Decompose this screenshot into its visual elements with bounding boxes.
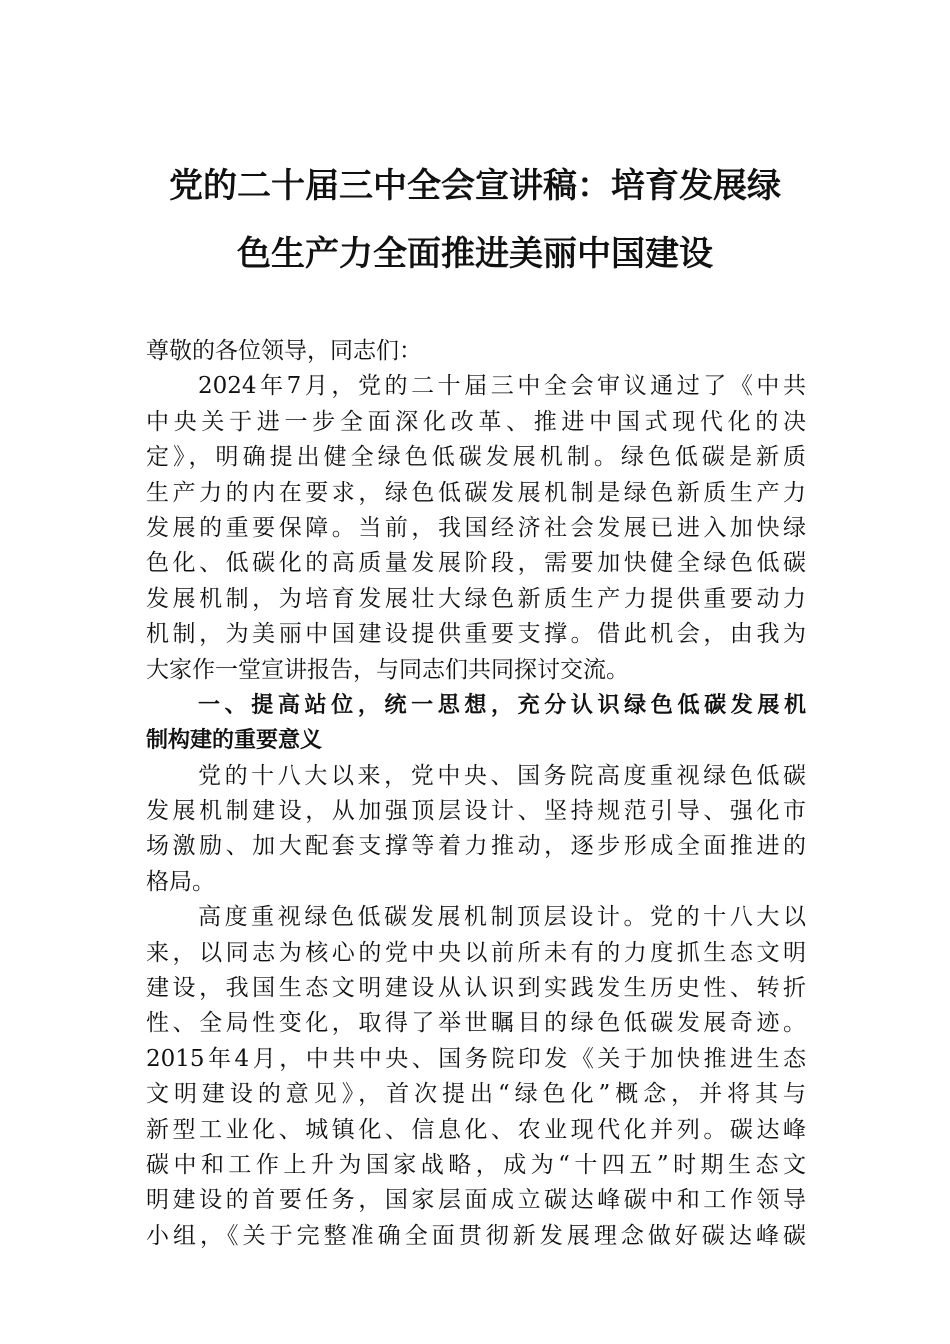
text-line: 建设，我国生态文明建设从认识到实践发生历史性、转折: [146, 975, 806, 1002]
paragraph-top-level-design: [146, 900, 806, 1254]
text-line: 发展机制建设，从加强顶层设计、坚持规范引导、强化市: [146, 798, 806, 825]
paragraph-overview: [146, 759, 806, 901]
text-line: 发展的重要保障。当前，我国经济社会发展已进入加快绿: [146, 514, 806, 541]
text-line: 大家作一堂宣讲报告，与同志们共同探讨交流。: [146, 656, 629, 683]
title-line-1: 党的二十届三中全会宣讲稿：培育发展绿: [169, 166, 781, 206]
paragraph-intro: [146, 369, 806, 688]
text-line: 碳中和工作上升为国家战略，成为“十四五”时期生态文: [146, 1151, 806, 1178]
text-line: 机制，为美丽中国建设提供重要支撑。借此机会，由我为: [146, 621, 806, 648]
text-line: 生产力的内在要求，绿色低碳发展机制是绿色新质生产力: [146, 479, 806, 506]
text-line: 格局。: [146, 868, 215, 895]
text-line: 来，以同志为核心的党中央以前所未有的力度抓生态文明: [146, 939, 806, 966]
text-line: 党的十八大以来，党中央、国务院高度重视绿色低碳: [198, 762, 806, 789]
text-line: 中央关于进一步全面深化改革、推进中国式现代化的决: [146, 408, 806, 435]
text-line: 小组，《关于完整准确全面贯彻新发展理念做好碳达峰碳: [146, 1222, 806, 1249]
section-heading-1: [146, 688, 806, 759]
text-line: 色化、低碳化的高质量发展阶段，需要加快健全绿色低碳: [146, 550, 806, 577]
text-line: 定》，明确提出健全绿色低碳发展机制。绿色低碳是新质: [146, 444, 806, 471]
title-line-2: 色生产力全面推进美丽中国建设: [237, 234, 713, 274]
heading-line: 一、提高站位，统一思想，充分认识绿色低碳发展机: [198, 692, 806, 718]
text-line: 明建设的首要任务，国家层面成立碳达峰碳中和工作领导: [146, 1187, 806, 1214]
heading-line: 制构建的重要意义: [146, 728, 323, 754]
text-line: 高度重视绿色低碳发展机制顶层设计。党的十八大以: [198, 904, 806, 931]
document-body: [146, 334, 806, 1254]
text-line: 文明建设的意见》，首次提出“绿色化”概念，并将其与: [146, 1081, 806, 1108]
text-line: 2024年7月，党的二十届三中全会审议通过了《中共: [198, 373, 806, 400]
salutation: 尊敬的各位领导，同志们：: [146, 338, 422, 364]
text-line: 发展机制，为培育发展壮大绿色新质生产力提供重要动力: [146, 585, 806, 612]
text-line: 新型工业化、城镇化、信息化、农业现代化并列。碳达峰: [146, 1116, 806, 1143]
text-line: 性、全局性变化，取得了举世瞩目的绿色低碳发展奇迹。: [146, 1010, 806, 1037]
text-line: 2015年4月，中共中央、国务院印发《关于加快推进生态: [146, 1045, 806, 1072]
text-line: 场激励、加大配套支撑等着力推动，逐步形成全面推进的: [146, 833, 806, 860]
